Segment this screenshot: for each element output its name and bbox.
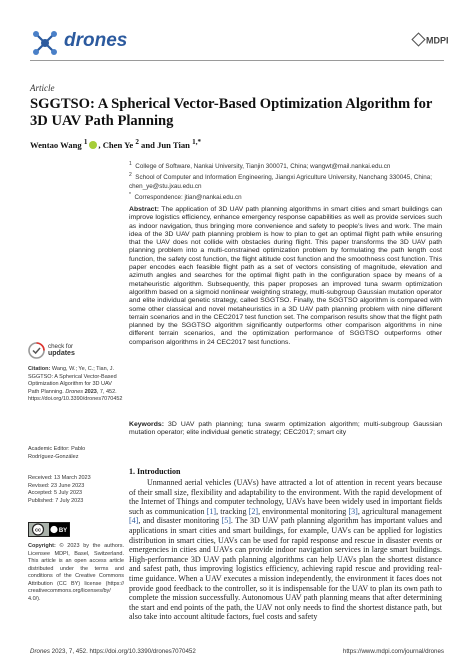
revised-date: Revised: 23 June 2023 [28, 482, 85, 489]
keywords [129, 421, 442, 438]
cc-by-license-icon[interactable] [28, 522, 70, 537]
academic-editor: Academic Editor: Pablo Rodríguez-González [28, 446, 86, 460]
affiliation-item: * Correspondence: jtian@nankai.edu.cn [129, 191, 242, 201]
affiliation-mark: 1 [83, 138, 88, 146]
footer-journal-url[interactable]: https://www.mdpi.com/journal/drones [342, 648, 444, 655]
affiliation-item: $^2$ School of Computer and Information Engineering, Jiangxi Agriculture University, Nanchang 330045, China; chen_ye@stu.jxau.edu.cn [129, 172, 432, 190]
keywords-label: Keywords: [129, 421, 164, 428]
header-divider [30, 60, 444, 61]
footer-citation[interactable]: Drones 2023, 7, 452. https://doi.org/10.3390/drones7070452 [30, 648, 196, 655]
abstract [129, 206, 442, 347]
author-separator: , [98, 139, 103, 150]
section-heading: 1. Introduction [129, 467, 181, 476]
check-for-updates-icon [28, 342, 45, 359]
orcid-icon[interactable] [89, 141, 97, 149]
author-name[interactable]: Chen Ye [102, 139, 134, 150]
author-separator: and [138, 139, 158, 150]
reference-link[interactable]: [5] [221, 516, 231, 526]
check-line-1: check for [48, 343, 74, 350]
mdpi-logo[interactable] [411, 31, 449, 48]
reference-link[interactable]: [3] [348, 506, 358, 516]
keywords-text: 3D UAV path planning; tuna swarm optimization algorithm; multi-subgroup Gaussian mutation operator; elite individual genetic strategy; CEC2017; smart city [129, 421, 442, 437]
citation-block: Citation: Wang, W.; Ye, C.; Tian, J. SGGTSO: A Spherical Vector-Based Optimization Algorithm for 3D UAV Path Planning. Drones 2023, 7, 452. https://doi.org/10.3390/drones7070452 [28, 366, 123, 402]
publisher-name: MDPI [426, 35, 449, 46]
received-date: Received: 13 March 2023 [28, 475, 91, 481]
svg-text:BY: BY [58, 528, 68, 534]
introduction-paragraph: Unmanned aerial vehicles (UAVs) have attracted a lot of attention in recent years because of their small size, flexibility and adaptability to the environment. With the rapid development of the Internet of Things and computer technology, UAVs have been widely used in important fields such as communication [1], tracking [2], environmental monitoring [3], agricultural management [4], and disaster monitoring [5]. The 3D UAV path planning algorithm has important values and applications in smart cities and smart buildings, for example, UAVs can be applied for logistics distribution in smart cities, UAVs can be used for rapid response and rescue in disaster events or emergencies in cities and UAVs can provide indoor navigation services in large smart buildings. High-performance 3D UAV path planning algorithms can help UAVs plan the shortest distance and safest path, thus improving logistics efficiency, achieving rapid rescue and providing real-time guidance. When a UAV executes a mission independently, the environment it faces does not provide good feedback to the controller, so it is indispensable for the UAV to plan its own path to complete the mission successfully. Autonomous UAV path planning means that after determining the start and end points of the path, the UAV not only needs to find the shortest distance path, but also take into account altitude factors, fuel costs and safety [129, 478, 443, 622]
drones-logo-icon [30, 28, 60, 58]
reference-link[interactable]: [4] [129, 516, 139, 526]
author-name[interactable]: Jun Tian [157, 139, 190, 150]
publication-dates [28, 475, 124, 505]
author-list [30, 138, 201, 150]
affiliation-mark: 1,* [192, 138, 202, 146]
affiliation-item: $^1$ College of Software, Nankai University, Tianjin 300071, China; wangwt@mail.nankai.edu.cn [129, 161, 391, 171]
check-for-updates-badge[interactable] [28, 342, 104, 360]
article-type: Article [30, 83, 55, 93]
reference-link[interactable]: [2] [248, 506, 259, 516]
affiliation-mark: 2 [135, 138, 139, 146]
svg-text:cc: cc [34, 527, 42, 534]
reference-link[interactable]: [1] [206, 506, 217, 516]
accepted-date: Accepted: 5 July 2023 [28, 490, 83, 496]
author-name[interactable]: Wentao Wang [30, 139, 82, 150]
abstract-label: Abstract: [129, 206, 160, 213]
copyright-notice: Copyright: © 2023 by the authors. Licensee MDPI, Basel, Switzerland. This article is an open access article distributed under the terms and conditions of the Creative Commons Attribution (CC BY) license (https:// creativecommons.org/licenses/by/ 4.0/). [28, 543, 124, 602]
published-date: Published: 7 July 2023 [28, 497, 84, 504]
article-title: SGGTSO: A Spherical Vector-Based Optimization Algorithm for 3D UAV Path Planning [30, 96, 433, 129]
abstract-text: The application of 3D UAV path planning algorithms in smart cities and smart buildings can improve logistics efficiency, enhance emergency response capabilities as well as provide services such as indoor navigation, thus bringing more convenience and safety to people’s lives and work. The main idea of the 3D UAV path planning problem is how to plan to get an optimal flight path while ensuring that the UAV does not collide with obstacles during flight. This paper transforms the 3D UAV path planning problem into a multi-constrained optimization problem by formulating the path length cost function, the safety cost function, the flight altitude cost function and the smoothness cost function. This paper encodes each feasible flight path as a set of vectors consisting of magnitude, elevation and azimuth angles and searches for the optimal flight path in the configuration space by means of a metaheuristic algorithm. Subsequently, this paper proposes an improved tuna swarm optimization algorithm based on a sigmoid nonlinear weighting strategy, multi-subgroup Gaussian mutation operator and elite individual genetic strategy, called SGGTSO. Finally, the SGGTSO algorithm is compared with some other classical and novel metaheuristics in a 3D UAV path planning problem with nine different terrain scenarios and in the CEC2017 test function set. The comparison results show that the flight path planned by the SGGTSO algorithm significantly outperforms other comparison algorithms in nine different terrain scenarios, and the optimization performance of SGGTSO outperforms other comparison algorithms in 24 CEC2017 test functions. [129, 206, 443, 346]
check-line-2: updates [48, 350, 75, 357]
affiliations [129, 160, 441, 202]
journal-name[interactable]: drones [64, 30, 128, 51]
